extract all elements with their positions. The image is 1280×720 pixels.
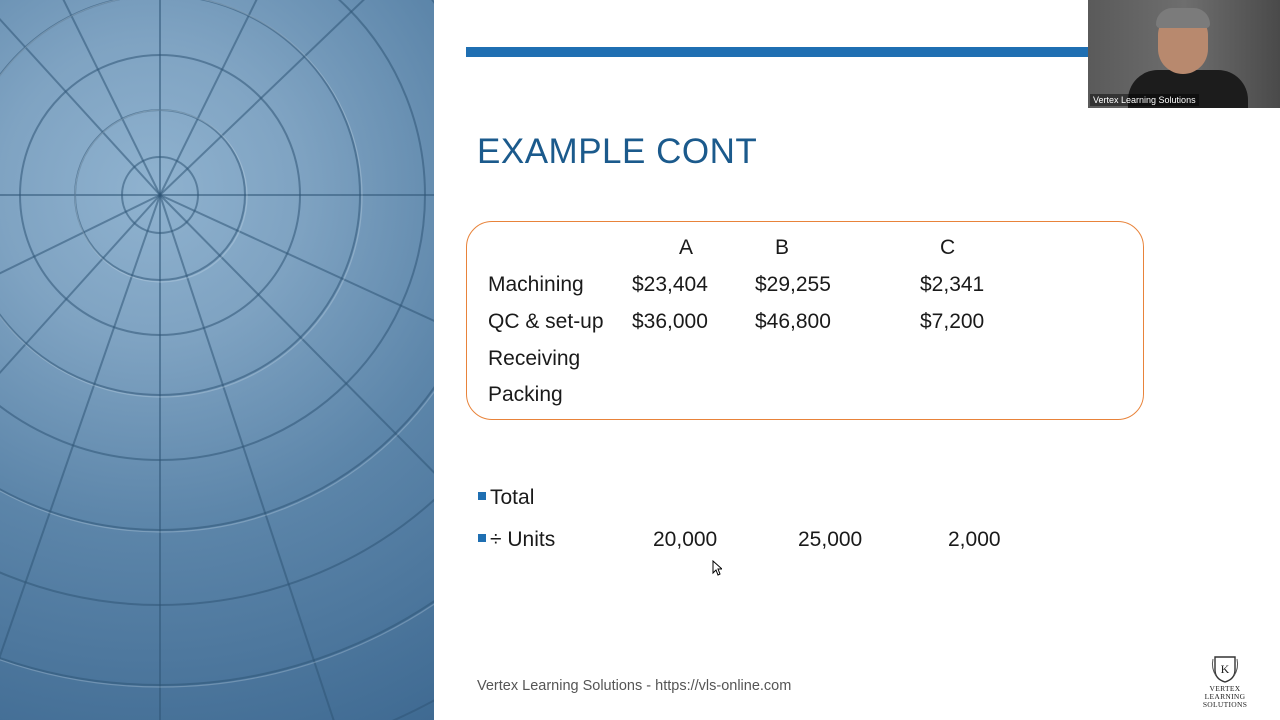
cell-qc-setup-c: $7,200 <box>920 310 985 333</box>
row-label-machining: Machining <box>488 273 584 296</box>
row-label-packing: Packing <box>488 383 563 406</box>
cell-qc-setup-a: $36,000 <box>632 310 708 333</box>
bullet-total-label: Total <box>490 486 535 509</box>
bullet-units-label: ÷ Units <box>490 528 556 551</box>
bullet-total <box>478 486 534 510</box>
svg-text:K: K <box>1220 662 1230 676</box>
mouse-cursor-icon <box>712 560 722 576</box>
vertex-logo <box>1186 652 1264 709</box>
participant-name-label: Vertex Learning Solutions <box>1090 94 1199 106</box>
column-header-a: A <box>679 236 694 259</box>
cell-machining-b: $29,255 <box>755 273 831 296</box>
vertex-crest-icon <box>1210 654 1240 684</box>
slide-footer: Vertex Learning Solutions - https://vls-online.com <box>477 678 792 694</box>
row-label-receiving: Receiving <box>488 347 581 370</box>
row-label-qc-setup: QC & set-up <box>488 310 604 333</box>
puzzle-background-image <box>0 0 434 720</box>
bullet-square-icon <box>478 534 486 542</box>
column-header-b: B <box>775 236 790 259</box>
cell-machining-a: $23,404 <box>632 273 708 296</box>
cell-qc-setup-b: $46,800 <box>755 310 831 333</box>
bullet-units <box>478 528 555 552</box>
title-accent-bar <box>466 47 1088 57</box>
logo-line-1: VERTEX <box>1209 684 1241 693</box>
units-a: 20,000 <box>653 528 718 551</box>
column-header-c: C <box>940 236 956 259</box>
logo-text <box>1186 685 1264 709</box>
bullet-square-icon <box>478 492 486 500</box>
presenter-hair <box>1156 8 1210 28</box>
units-b: 25,000 <box>798 528 863 551</box>
units-c: 2,000 <box>948 528 1001 551</box>
logo-line-2: LEARNING SOLUTIONS <box>1202 692 1248 709</box>
presenter-video-tile[interactable] <box>1088 0 1280 108</box>
puzzle-pattern <box>0 0 434 720</box>
cell-machining-c: $2,341 <box>920 273 985 296</box>
slide-title: EXAMPLE CONT <box>477 132 758 171</box>
